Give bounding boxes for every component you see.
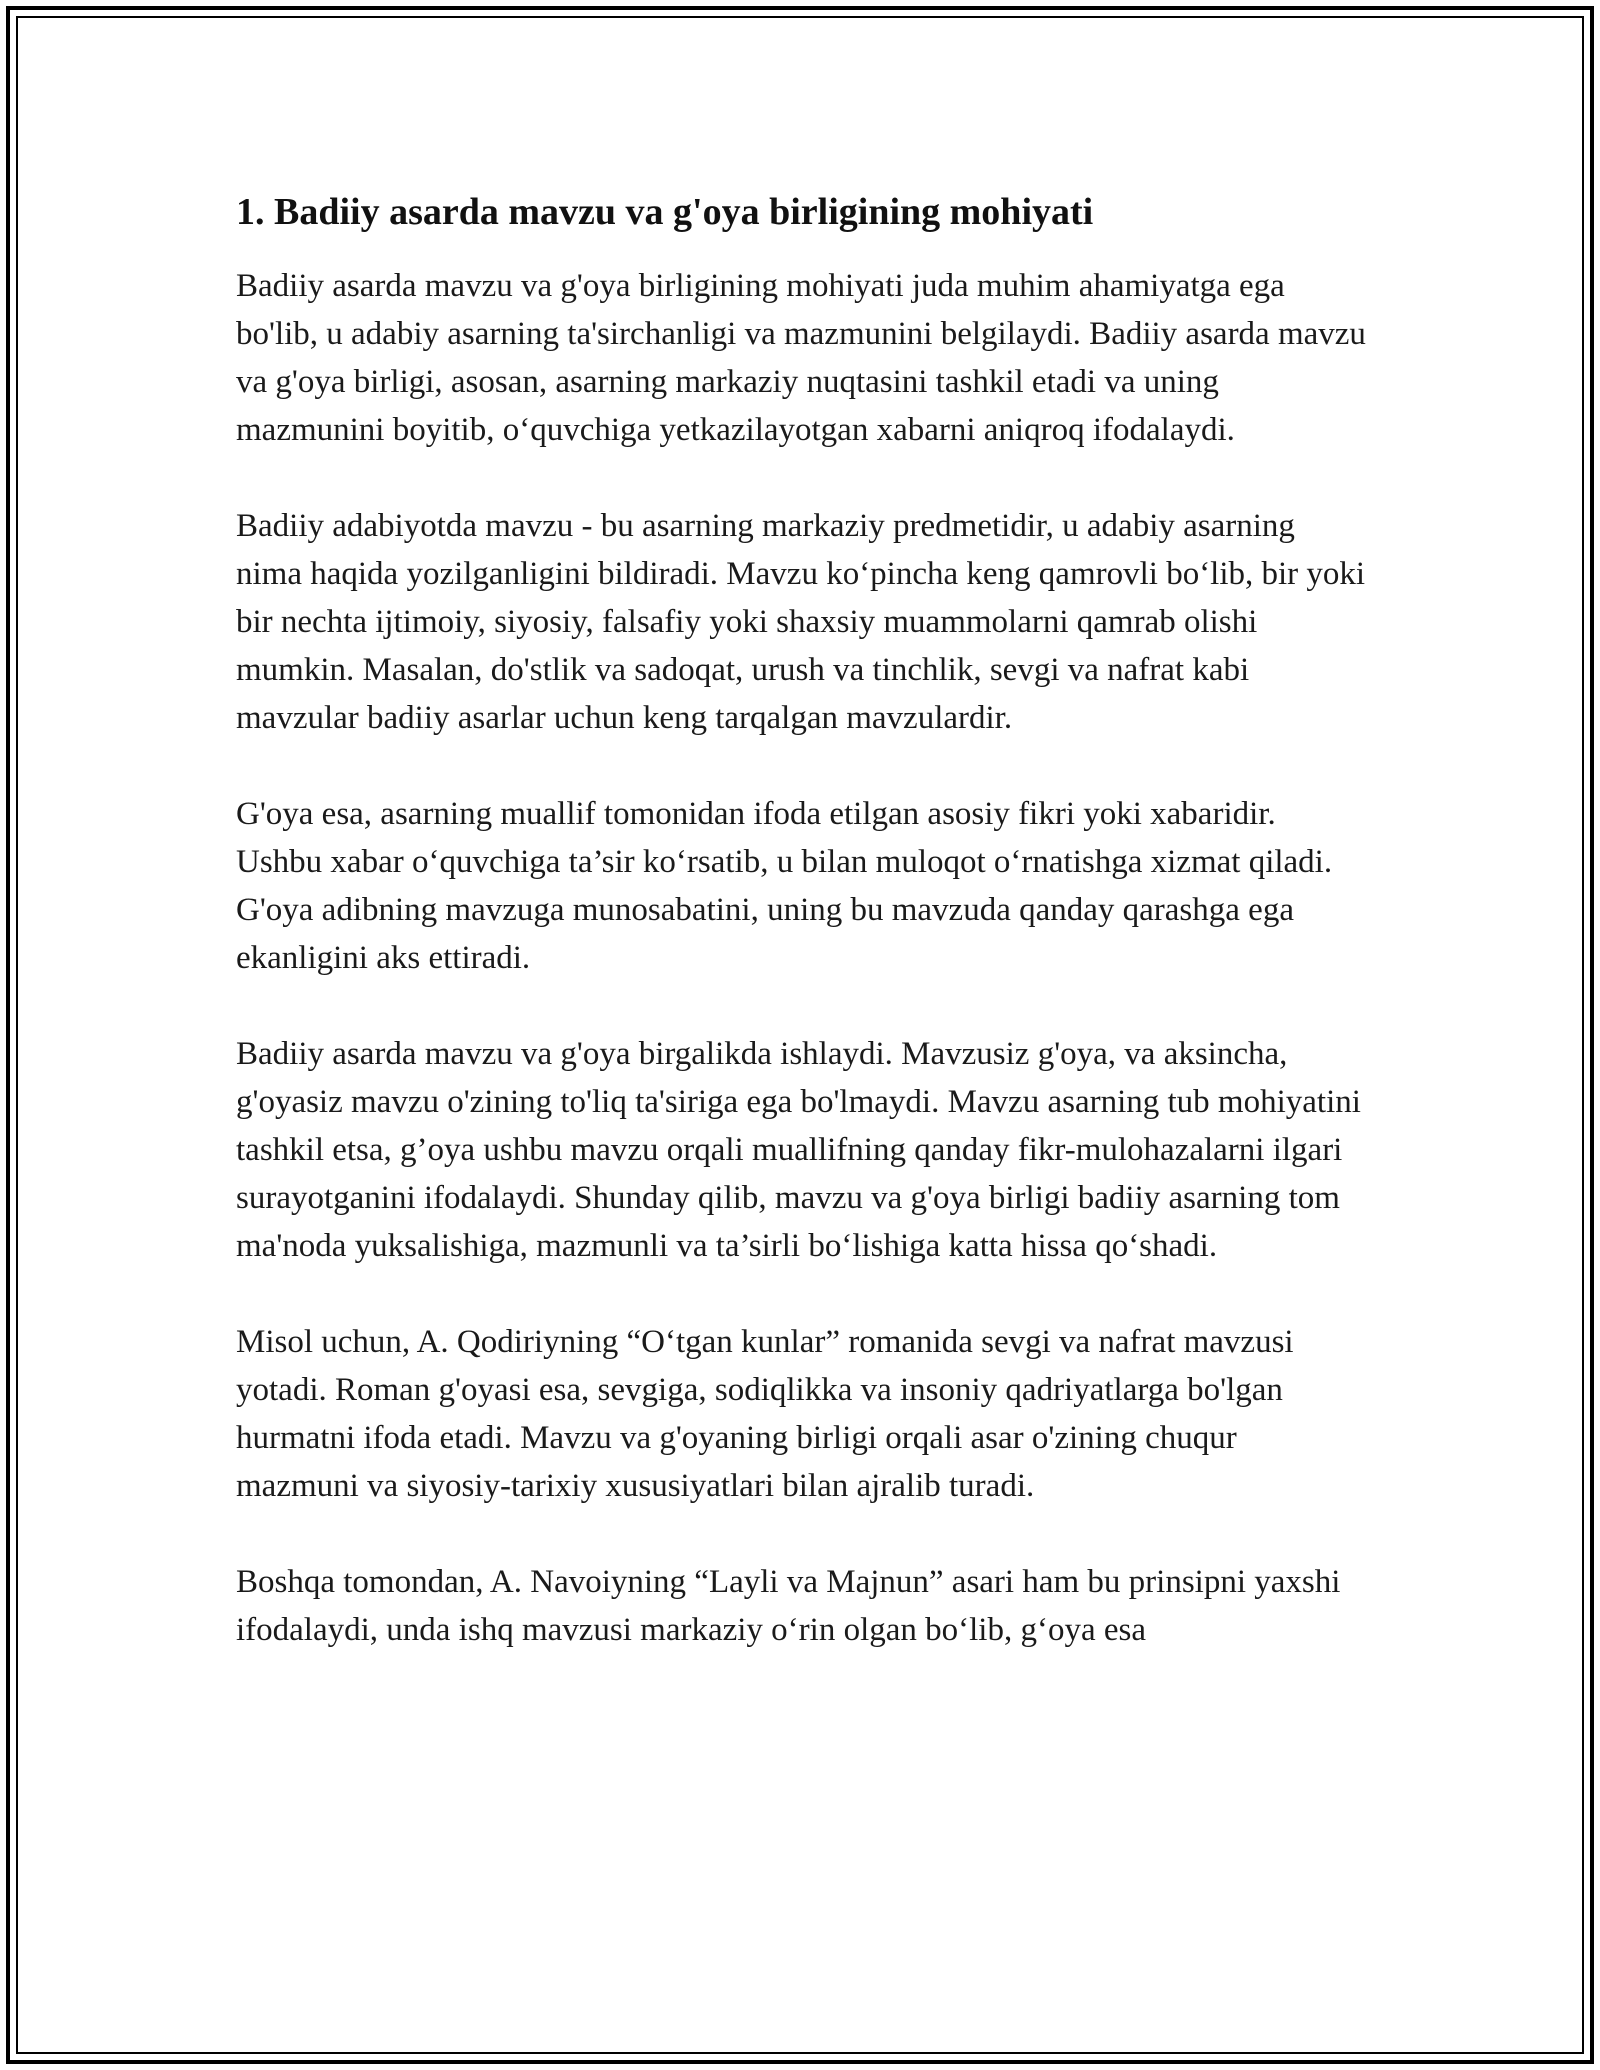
paragraph-unity: Badiiy asarda mavzu va g'oya birgalikda ishlaydi. Mavzusiz g'oya, va aksincha, g'oyasiz mavzu o'zining to'liq ta'siriga ega bo'lmaydi. Mavzu asarning tub mohiyatini tashkil etsa, g’oya ushbu mavzu orqali muallifning qanday fikr-mulohazalarni ilgari surayotganini ifodalaydi. Shunday qilib, mavzu va g'oya birligi badiiy asarning tom ma'noda yuksalishiga, mazmunli va ta’sirli bo‘lishiga katta hissa qo‘shadi. xyxy=(236,1036,1361,1264)
paragraph-example-navoiy: Boshqa tomondan, A. Navoiyning “Layli va Majnun” asari ham bu prinsipni yaxshi ifodalaydi, unda ishq mavzusi markaziy o‘rin olgan bo‘lib, g‘oya esa xyxy=(236,1564,1341,1648)
section-heading: 1. Badiiy asarda mavzu va g'oya birligining mohiyati xyxy=(236,191,1094,233)
paragraph-idea-definition: G'oya esa, asarning muallif tomonidan ifoda etilgan asosiy fikri yoki xabaridir. Ushbu xabar o‘quvchiga ta’sir ko‘rsatib, u bilan muloqot o‘rnatishga xizmat qiladi. G'oya adibning mavzuga munosabatini, uning bu mavzuda qanday qarashga ega ekanligini aks ettiradi. xyxy=(236,796,1333,976)
paragraph-example-qodiriy: Misol uchun, A. Qodiriyning “O‘tgan kunlar” romanida sevgi va nafrat mavzusi yotadi. Roman g'oyasi esa, sevgiga, sodiqlikka va insoniy qadriyatlarga bo'lgan hurmatni ifoda etadi. Mavzu va g'oyaning birligi orqali asar o'zining chuqur mazmuni va siyosiy-tarixiy xususiyatlari bilan ajralib turadi. xyxy=(236,1324,1294,1504)
paragraph-theme-definition: Badiiy adabiyotda mavzu - bu asarning markaziy predmetidir, u adabiy asarning nima haqida yozilganligini bildiradi. Mavzu ko‘pincha keng qamrovli bo‘lib, bir yoki bir nechta ijtimoiy, siyosiy, falsafiy yoki shaxsiy muammolarni qamrab olishi mumkin. Masalan, do'stlik va sadoqat, urush va tinchlik, sevgi va nafrat kabi mavzular badiiy asarlar uchun keng tarqalgan mavzulardir. xyxy=(236,508,1366,736)
paragraph-intro: Badiiy asarda mavzu va g'oya birligining mohiyati juda muhim ahamiyatga ega bo'lib, u adabiy asarning ta'sirchanligi va mazmunini belgilaydi. Badiiy asarda mavzu va g'oya birligi, asosan, asarning markaziy nuqtasini tashkil etadi va uning mazmunini boyitib, o‘quvchiga yetkazilayotgan xabarni aniqroq ifodalaydi. xyxy=(236,268,1366,448)
document-body xyxy=(236,188,1366,1654)
